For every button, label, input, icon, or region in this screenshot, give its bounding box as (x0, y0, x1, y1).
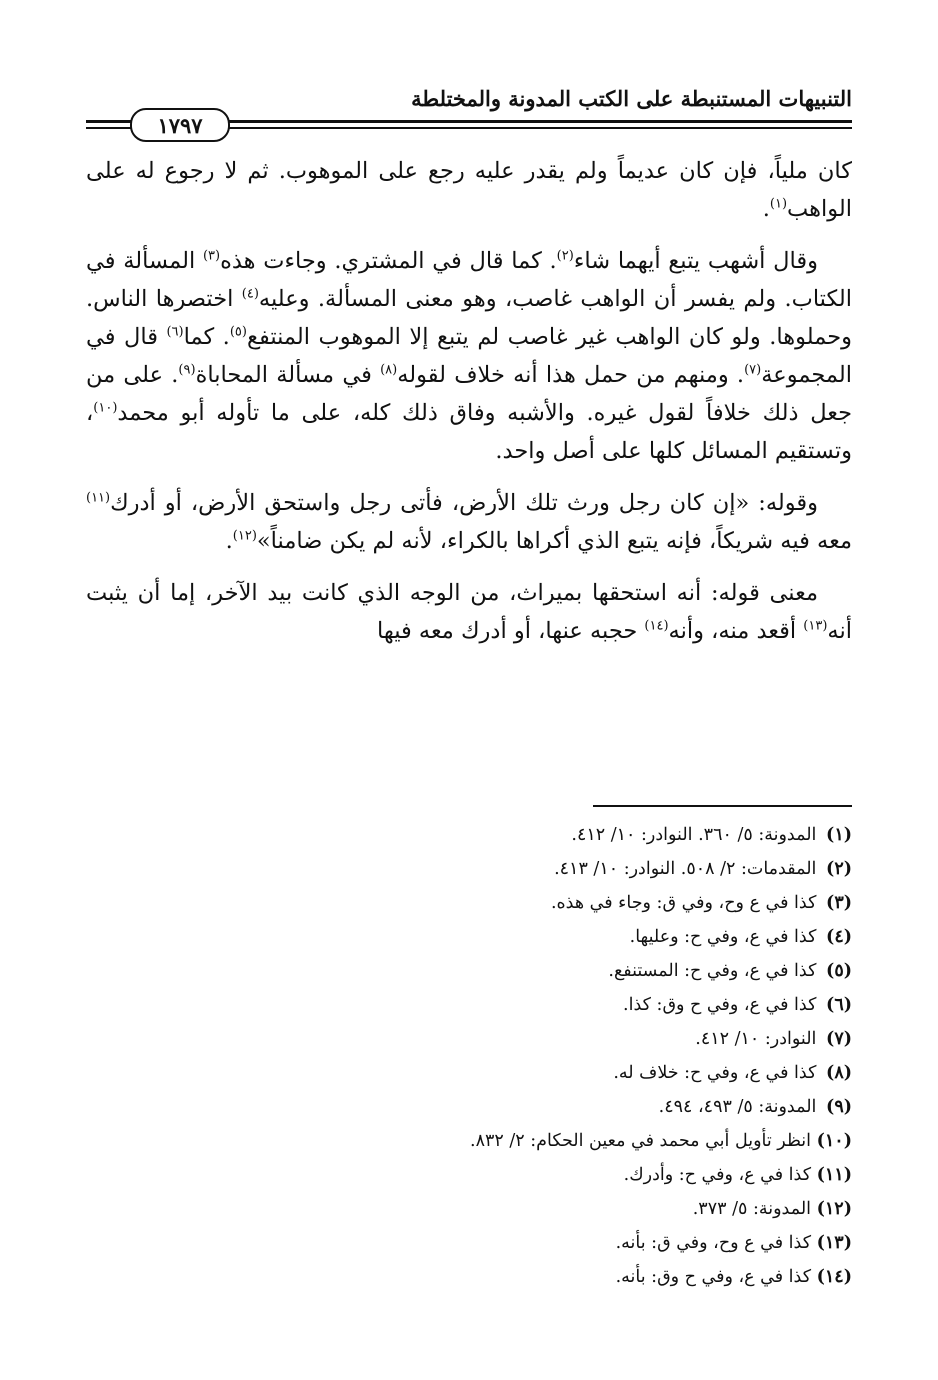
page-number: ١٧٩٧ (130, 108, 230, 142)
footnote-ref: (١١) (86, 490, 111, 506)
footnote-13 (86, 1226, 852, 1260)
paragraph-text: في مسألة المحاباة (195, 362, 381, 388)
footnote-number: (١١) (816, 1165, 852, 1185)
footnote-ref: (٣) (202, 248, 221, 264)
footnote-ref: (٥) (229, 324, 247, 340)
paragraph-text: اختصرها الناس. وحملوها. ولو كان الواهب غير غاصب لم يتبع إلا الموهوب المنتفع (86, 286, 853, 350)
footnote-10 (86, 1124, 852, 1158)
footnote-ref: (١) (769, 196, 788, 212)
paragraph-text: وقوله: «إن كان رجل ورث تلك الأرض، فأتى رجل واستحق الأرض، أو أدرك (110, 490, 818, 516)
footnote-text: المقدمات: ٢/ ٥٠٨. النوادر: ١٠/ ٤١٣. (554, 859, 817, 879)
footnote-text: كذا في ع، وفي ح: خلاف له. (613, 1063, 817, 1083)
paragraph-1 (86, 152, 852, 228)
paragraph-text: معنى قوله: أنه استحقها بميراث، من الوجه الذي كانت بيد الآخر، إما أن يثبت أنه (86, 580, 852, 644)
footnote-2 (86, 852, 852, 886)
footnote-number: (١) (826, 825, 852, 845)
footnote-7 (86, 1022, 852, 1056)
footnote-ref: (٩) (178, 362, 196, 378)
footnote-text: كذا في ع، وفي ح وق: كذا. (623, 995, 817, 1015)
footnote-text: النوادر: ١٠/ ٤١٢. (695, 1029, 817, 1049)
footnote-number: (٩) (826, 1097, 852, 1117)
footnote-number: (٧) (826, 1029, 852, 1049)
footnote-number: (١٢) (816, 1199, 852, 1219)
footnote-number: (١٠) (816, 1131, 852, 1151)
footnote-9 (86, 1090, 852, 1124)
footnote-ref: (١٢) (232, 528, 257, 544)
footnote-ref: (٧) (744, 362, 762, 378)
footnote-separator (593, 805, 852, 807)
footnote-ref: (١٣) (803, 618, 828, 634)
footnote-text: كذا في ع وح، وفي ق: بأنه. (615, 1233, 812, 1253)
footnote-text: كذا في ع، وفي ح: المستنفع. (608, 961, 817, 981)
paragraph-2 (86, 242, 852, 470)
paragraph-text: . على من جعل ذلك خلافاً لقول غيره. والأشبه وفاق ذلك كله، على ما تأوله أبو محمد (86, 362, 852, 426)
footnote-text: كذا في ع، وفي ح: وعليها. (629, 927, 817, 947)
footnote-8 (86, 1056, 852, 1090)
paragraph-text: وقال أشهب يتبع أيهما شاء (573, 248, 818, 274)
paragraph-text: . ومنهم من حمل هذا أنه خلاف لقوله (397, 362, 745, 388)
paragraph-text: قال في المجموعة (86, 324, 852, 388)
footnote-text: كذا في ع، وفي ح وق: بأنه. (615, 1267, 812, 1287)
footnote-ref: (٦) (166, 324, 184, 340)
footnote-ref: (٨) (380, 362, 398, 378)
footnote-ref: (٤) (241, 286, 259, 302)
footnote-number: (٦) (826, 995, 852, 1015)
paragraph-text: . (762, 196, 770, 222)
paragraph-text: معه فيه شريكاً، فإنه يتبع الذي أكراها بالكراء، لأنه لم يكن ضامناً» (256, 528, 852, 554)
paragraph-4 (86, 574, 852, 650)
paragraph-text: كان ملياً، فإن كان عديماً ولم يقدر عليه رجع على الموهوب. ثم لا رجوع له على الواهب (86, 158, 852, 222)
footnote-1 (86, 818, 852, 852)
paragraph-text: المسألة في الكتاب. ولم يفسر أن الواهب غاصب، وهو معنى المسألة. وعليه (86, 248, 852, 312)
footnote-12 (86, 1192, 852, 1226)
footnote-11 (86, 1158, 852, 1192)
footnote-number: (٨) (826, 1063, 852, 1083)
footnote-number: (٣) (826, 893, 852, 913)
footnote-text: المدونة: ٥/ ٣٦٠. النوادر: ١٠/ ٤١٢. (571, 825, 817, 845)
footnote-number: (٥) (826, 961, 852, 981)
paragraph-3 (86, 484, 852, 560)
footnote-text: انظر تأويل أبي محمد في معين الحكام: ٢/ ٨٣٢. (470, 1131, 812, 1151)
footnote-ref: (٢) (556, 248, 574, 264)
paragraph-text: حجبه عنها، أو أدرك معه فيها (376, 618, 645, 644)
footnote-3 (86, 886, 852, 920)
footnote-text: كذا في ع وح، وفي ق: وجاء في هذه. (550, 893, 817, 913)
paragraph-text: . كما (183, 324, 230, 350)
paragraph-text: أقعد منه، وأنه (668, 618, 804, 644)
footnote-text: كذا في ع، وفي ح: وأدرك. (623, 1165, 812, 1185)
paragraph-text: . كما قال في المشتري. وجاءت هذه (220, 248, 557, 274)
footnote-4 (86, 920, 852, 954)
footnote-text: المدونة: ٥/ ٤٩٣، ٤٩٤. (658, 1097, 817, 1117)
footnote-ref: (١٠) (93, 400, 118, 416)
running-title: التنبيهات المستنبطة على الكتب المدونة والمختلطة (411, 86, 852, 111)
footnote-number: (١٣) (816, 1233, 852, 1253)
footnote-number: (٤) (826, 927, 852, 947)
footnote-6 (86, 988, 852, 1022)
footnote-5 (86, 954, 852, 988)
page-header (86, 80, 852, 140)
paragraph-text: ، وتستقيم المسائل كلها على أصل واحد. (86, 400, 852, 464)
main-text (86, 152, 852, 664)
footnotes (86, 818, 852, 1294)
footnote-ref: (١٤) (644, 618, 669, 634)
footnote-text: المدونة: ٥/ ٣٧٣. (692, 1199, 812, 1219)
footnote-number: (١٤) (816, 1267, 852, 1287)
footnote-14 (86, 1260, 852, 1294)
paragraph-text: . (225, 528, 233, 554)
footnote-number: (٢) (826, 859, 852, 879)
